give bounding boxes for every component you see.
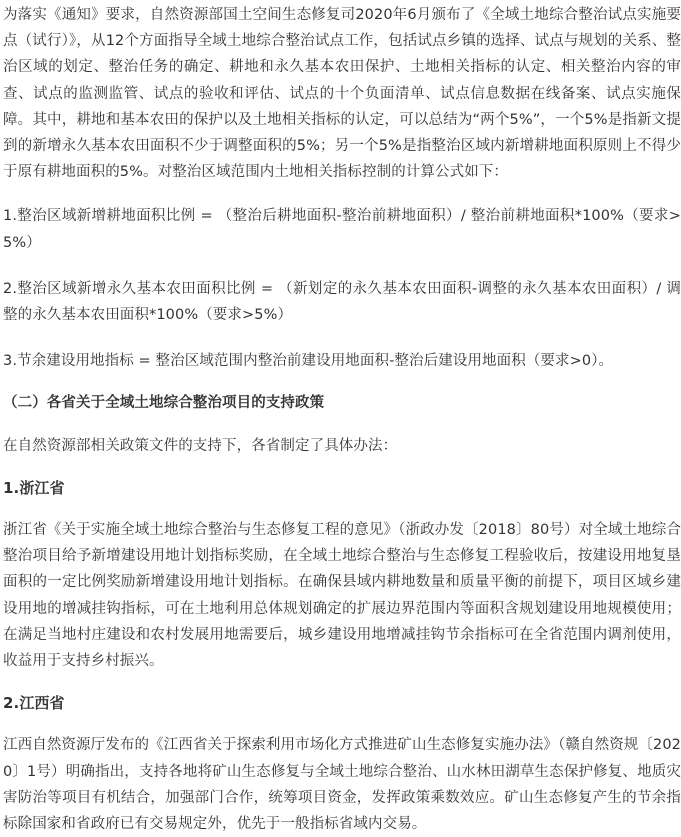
- section-heading: （二）各省关于全域土地综合整治项目的支持政策: [3, 395, 325, 412]
- section-intro: 在自然资源部相关政策文件的支持下，各省制定了具体办法：: [3, 437, 398, 454]
- formula-construction-land-surplus: 3.节余建设用地指标 = 整治区域范围内整治前建设用地面积-整治后建设用地面积（要求>0）。: [3, 353, 614, 370]
- intro-paragraph: 为落实《通知》要求，自然资源部国土空间生态修复司2020年6月颁布了《全域土地综合整治试点实施要点（试行）》，从12个方面指导全域土地综合整治试点工作，包括试点乡镇的选择、试点与规划的关系、整治区域的划定、整治任务的确定、耕地和永久基本农田保护、土地相关指标的认定、相关整治内容的审查、试点的监测监管、试点的验收和评估、试点的十个负面清单、试点信息数据在线备案、试点实施保障。其中，耕地和基本农田的保护以及土地相关指标的认定，可以总结为“两个5%”，一个5%是指新文提到的新增永久基本农田面积不少于调整面积的5%；另一个5%是指整治区域内新增耕地面积原则上不得少于原有耕地面积的5%。对整治区域范围内土地相关指标控制的计算公式如下：: [3, 7, 681, 181]
- jiangxi-paragraph: 江西自然资源厅发布的《江西省关于探索利用市场化方式推进矿山生态修复实施办法》（赣自然资规〔2020〕1号）明确指出，支持各地将矿山生态修复与全域土地综合整治、山水林田湖草生态保护修复、地质灾害防治等项目有机结合，加强部门合作，统筹项目资金，发挥政策乘数效应。矿山生态修复产生的节余指标除国家和省政府已有交易规定外，优先于一般指标省域内交易。: [3, 737, 681, 833]
- jiangxi-heading: 2.江西省: [3, 694, 65, 713]
- article-page: [0, 2, 681, 833]
- zhejiang-heading: 1.浙江省: [3, 478, 65, 497]
- formula-farmland-ratio: 1.整治区域新增耕地面积比例 = （整治后耕地面积-整治前耕地面积）/ 整治前耕地面积*100%（要求>5%）: [3, 208, 681, 251]
- zhejiang-paragraph: 浙江省《关于实施全域土地综合整治与生态修复工程的意见》（浙政办发〔2018〕80号）对全域土地综合整治项目给予新增建设用地计划指标奖励，在全域土地综合整治与生态修复工程验收后，按建设用地复垦面积的一定比例奖励新增建设用地计划指标。在确保县域内耕地数量和质量平衡的前提下，项目区域乡建设用地的增减挂钩指标，可在土地利用总体规划确定的扩展边界范围内等面积含规划建设用地规模使用；在满足当地村庄建设和农村发展用地需要后，城乡建设用地增减挂钩节余指标可在全省范围内调剂使用，收益用于支持乡村振兴。: [3, 522, 681, 670]
- formula-basic-farmland-ratio: 2.整治区域新增永久基本农田面积比例 = （新划定的永久基本农田面积-调整的永久基本农田面积）/ 调整的永久基本农田面积*100%（要求>5%）: [3, 280, 681, 324]
